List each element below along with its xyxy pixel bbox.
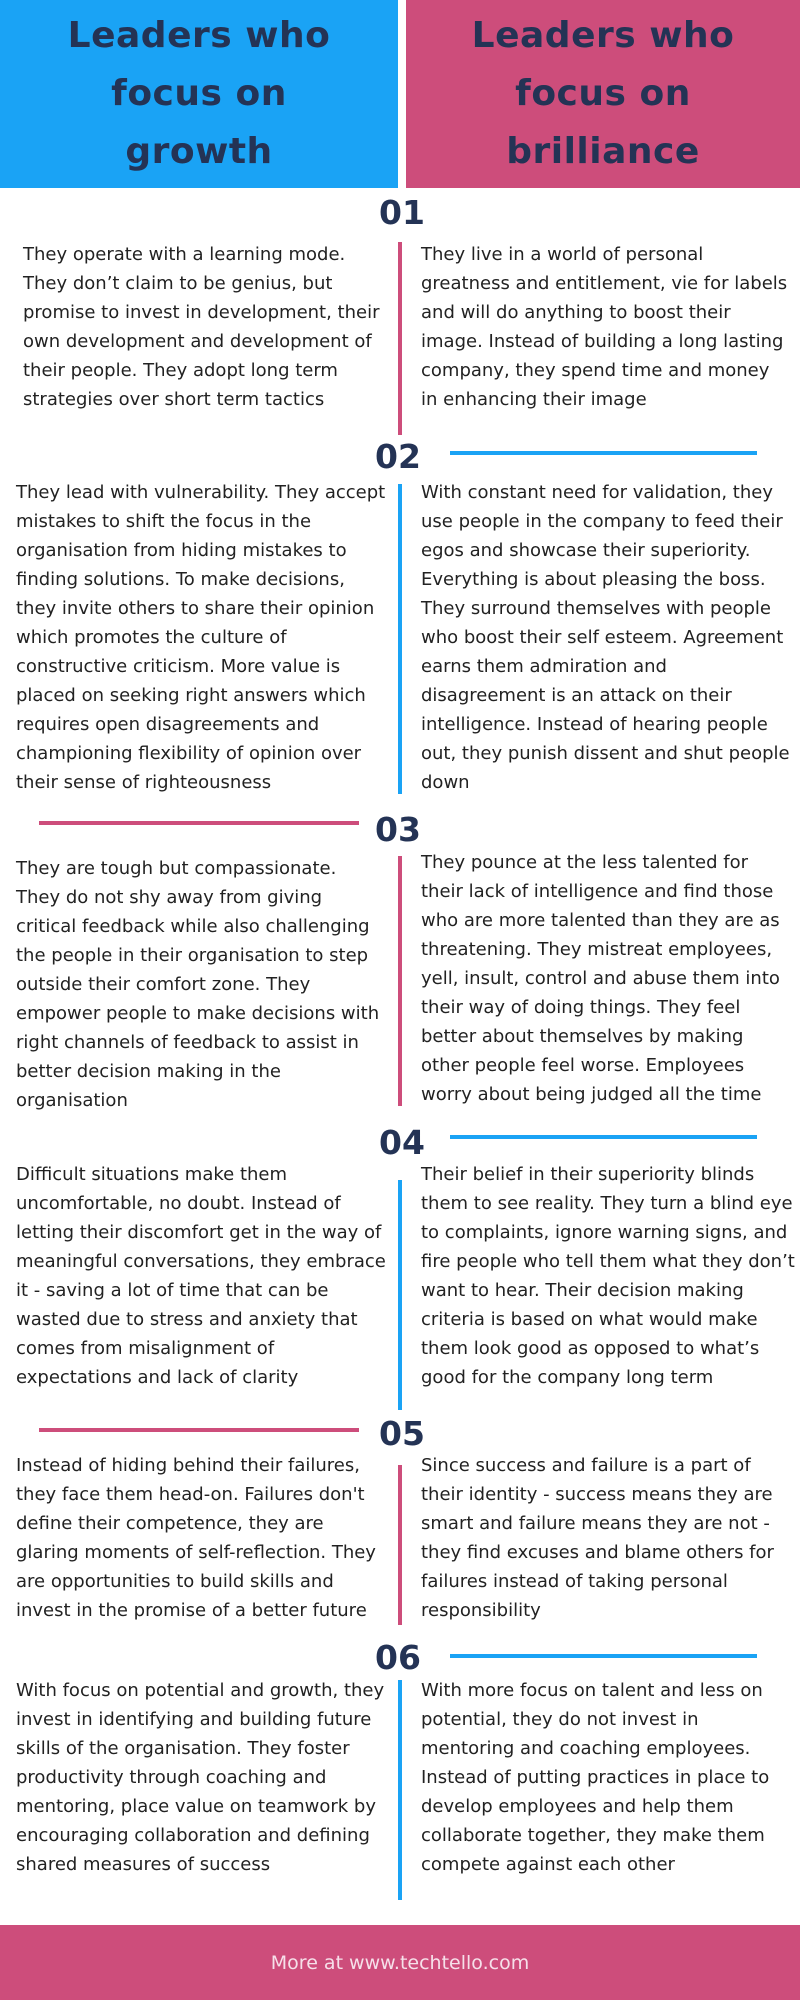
divider-01 [398,242,402,435]
rule-03 [39,821,359,825]
growth-header-title: Leaders who focus on growth [67,15,331,172]
brilliance-text-02: With constant need for validation, they use people in the company to feed their egos and showcase their superiority. Everything is about pleasing the boss. They surround themselves with people who boost their self esteem. Agreement earns them admiration and disagreement is an attack on their intelligence. Instead of hearing people out, they punish dissent and shut people down [421,482,790,793]
section-number-04: 04 [379,1123,425,1162]
footer-link[interactable]: More at www.techtello.com [270,1951,530,1974]
growth-text-05: Instead of hiding behind their failures, they face them head-on. Failures don't define their competence, they are glaring moments of self-reflection. They are opportunities to build skills and invest in the promise of a better future [16,1455,376,1621]
brilliance-header-title: Leaders who focus on brilliance [471,15,735,172]
divider-04 [398,1180,402,1410]
section-number-05: 05 [379,1414,425,1453]
growth-text-01: They operate with a learning mode. They don’t claim to be genius, but promise to invest in development, their own development and development of their people. They adopt long term strategies over short term tactics [23,244,380,410]
brilliance-text-04: Their belief in their superiority blinds them to see reality. They turn a blind eye to complaints, ignore warning signs, and fire people who tell them what they don’t want to hear. Their decision making criteria is based on what would make them look good as opposed to what’s good for the company long term [421,1164,795,1388]
rule-06 [450,1654,757,1658]
brilliance-text-01: They live in a world of personal greatness and entitlement, vie for labels and will do anything to boost their image. Instead of building a long lasting company, they spend time and money in enhancing their image [421,244,788,410]
brilliance-text-03: They pounce at the less talented for their lack of intelligence and find those who are more talented than they are as threatening. They mistreat employees, yell, insult, control and abuse them into their way of doing things. They feel better about themselves by making other people feel worse. Employees worry about being judged all the time [421,852,780,1105]
brilliance-text-05: Since success and failure is a part of their identity - success means they are smart and failure means they are not - they find excuses and blame others for failures instead of taking personal responsibility [421,1455,774,1621]
rule-05 [39,1428,359,1432]
section-number-01: 01 [379,193,425,232]
divider-03 [398,856,402,1106]
section-number-03: 03 [375,810,421,849]
growth-text-03: They are tough but compassionate. They do not shy away from giving critical feedback while also challenging the people in their organisation to step outside their comfort zone. They empower people to make decisions with right channels of feedback to assist in better decision making in the organisation [16,858,380,1111]
section-number-06: 06 [375,1638,421,1677]
section-number-02: 02 [375,437,421,476]
growth-text-02: They lead with vulnerability. They accept mistakes to shift the focus in the organisation from hiding mistakes to finding solutions. To make decisions, they invite others to share their opinion which promotes the culture of constructive criticism. More value is placed on seeking right answers which requires open disagreements and championing flexibility of opinion over their sense of righteousness [16,482,386,793]
growth-header [0,0,398,188]
rule-02 [450,451,757,455]
rule-04 [450,1135,757,1139]
footer [0,1925,800,2000]
growth-text-06: With focus on potential and growth, they invest in identifying and building future skills of the organisation. They foster productivity through coaching and mentoring, place value on teamwork by encouraging collaboration and defining shared measures of success [16,1680,385,1875]
growth-text-04: Difficult situations make them uncomfortable, no doubt. Instead of letting their discomfort get in the way of meaningful conversations, they embrace it - saving a lot of time that can be wasted due to stress and anxiety that comes from misalignment of expectations and lack of clarity [16,1164,386,1388]
brilliance-header [406,0,800,188]
brilliance-text-06: With more focus on talent and less on potential, they do not invest in mentoring and coaching employees. Instead of putting practices in place to develop employees and help them collaborate together, they make them compete against each other [421,1680,770,1875]
divider-02 [398,484,402,794]
divider-05 [398,1465,402,1625]
divider-06 [398,1680,402,1900]
